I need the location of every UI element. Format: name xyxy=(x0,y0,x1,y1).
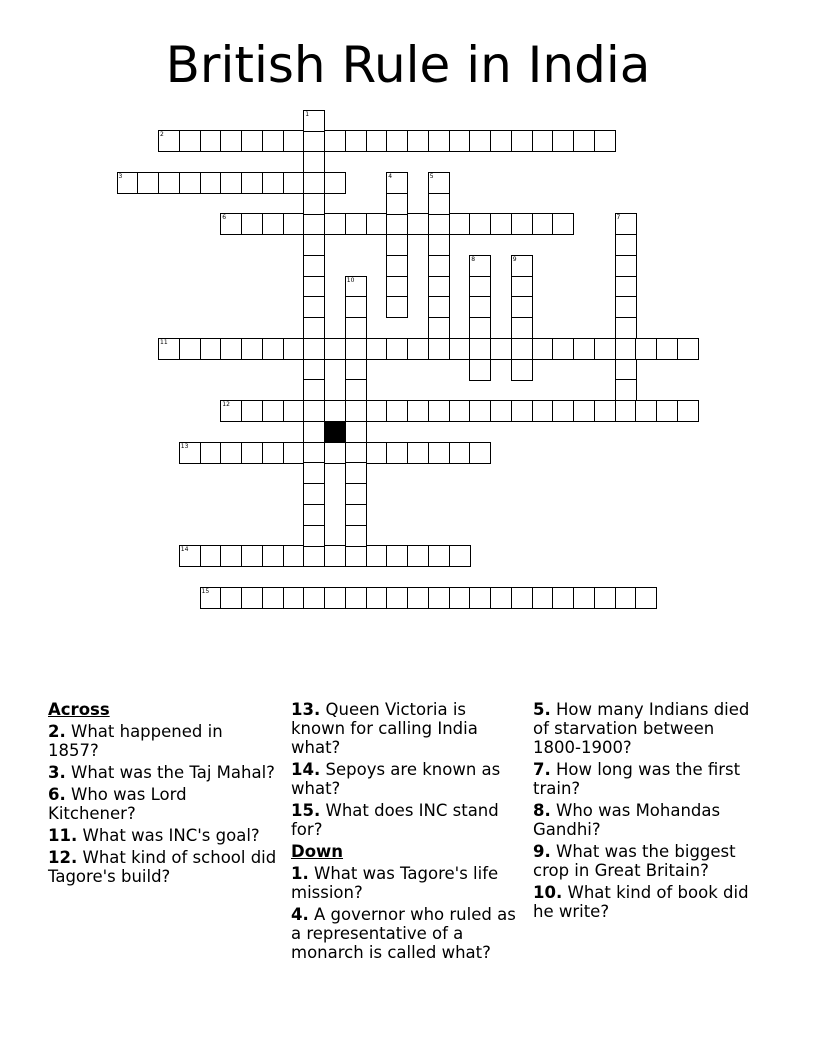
grid-cell[interactable] xyxy=(283,338,305,360)
grid-cell[interactable] xyxy=(179,442,201,464)
grid-cell[interactable] xyxy=(345,504,367,526)
grid-cell[interactable] xyxy=(303,276,325,298)
grid-cell[interactable] xyxy=(490,338,512,360)
clue-down-1[interactable]: 1. What was Tagore's life mission? xyxy=(291,864,499,902)
grid-cell[interactable] xyxy=(407,338,429,360)
grid-cell[interactable] xyxy=(469,400,491,422)
grid-cell[interactable] xyxy=(428,442,450,464)
clue-across-13[interactable]: 13. Queen Victoria is known for calling India what? xyxy=(291,700,478,757)
grid-cell[interactable] xyxy=(283,442,305,464)
grid-cell[interactable] xyxy=(490,400,512,422)
grid-cell[interactable] xyxy=(428,338,450,360)
grid-cell[interactable] xyxy=(303,338,325,360)
grid-cell[interactable] xyxy=(469,213,491,235)
grid-cell[interactable] xyxy=(532,130,554,152)
grid-cell[interactable] xyxy=(552,130,574,152)
grid-cell[interactable] xyxy=(241,338,263,360)
grid-cell[interactable] xyxy=(490,213,512,235)
grid-cell[interactable] xyxy=(303,172,325,194)
grid-cell[interactable] xyxy=(449,213,471,235)
grid-cell[interactable] xyxy=(303,359,325,381)
grid-cell[interactable] xyxy=(283,130,305,152)
grid-cell[interactable] xyxy=(428,234,450,256)
grid-cell[interactable] xyxy=(366,338,388,360)
grid-cell[interactable] xyxy=(511,276,533,298)
grid-cell[interactable] xyxy=(345,545,367,567)
grid-cell[interactable] xyxy=(262,400,284,422)
grid-cell[interactable] xyxy=(303,421,325,443)
grid-cell[interactable] xyxy=(345,483,367,505)
grid-cell[interactable] xyxy=(469,296,491,318)
grid-cell[interactable] xyxy=(324,172,346,194)
grid-cell[interactable] xyxy=(386,296,408,318)
grid-cell[interactable] xyxy=(428,213,450,235)
clue-number: 5 xyxy=(429,172,434,180)
grid-cell[interactable] xyxy=(615,255,637,277)
grid-cell[interactable] xyxy=(283,213,305,235)
clue-across-15[interactable]: 15. What does INC stand for? xyxy=(291,801,499,839)
grid-cell[interactable] xyxy=(615,587,637,609)
grid-cell[interactable] xyxy=(386,545,408,567)
clue-column-1 xyxy=(48,700,278,889)
grid-cell[interactable] xyxy=(283,545,305,567)
grid-cell[interactable] xyxy=(324,400,346,422)
grid-cell[interactable] xyxy=(345,379,367,401)
grid-cell[interactable] xyxy=(241,400,263,422)
clue-across-6[interactable]: 6. Who was Lord Kitchener? xyxy=(48,785,187,823)
clue-number: 3 xyxy=(118,172,123,180)
grid-cell[interactable] xyxy=(407,213,429,235)
grid-cell[interactable] xyxy=(262,130,284,152)
grid-cell[interactable] xyxy=(303,442,325,464)
grid-cell[interactable] xyxy=(200,442,222,464)
grid-cell[interactable] xyxy=(220,130,242,152)
clue-across-11[interactable]: 11. What was INC's goal? xyxy=(48,826,260,845)
grid-cell[interactable] xyxy=(386,442,408,464)
grid-cell[interactable] xyxy=(345,462,367,484)
grid-cell[interactable] xyxy=(262,587,284,609)
grid-cell[interactable] xyxy=(220,213,242,235)
grid-cell[interactable] xyxy=(573,130,595,152)
grid-cell[interactable] xyxy=(303,400,325,422)
grid-cell[interactable] xyxy=(635,338,657,360)
grid-cell[interactable] xyxy=(241,587,263,609)
grid-cell[interactable] xyxy=(303,193,325,215)
grid-cell[interactable] xyxy=(511,213,533,235)
grid-cell[interactable] xyxy=(615,276,637,298)
grid-cell[interactable] xyxy=(469,587,491,609)
grid-cell[interactable] xyxy=(345,296,367,318)
clue-number: 10 xyxy=(346,276,355,284)
clue-number: 8 xyxy=(471,255,476,263)
grid-cell[interactable] xyxy=(573,587,595,609)
grid-cell[interactable] xyxy=(200,587,222,609)
grid-cell[interactable] xyxy=(303,504,325,526)
grid-cell[interactable] xyxy=(511,317,533,339)
grid-cell[interactable] xyxy=(303,234,325,256)
clue-down-7[interactable]: 7. How long was the first train? xyxy=(533,760,741,798)
grid-cell[interactable] xyxy=(345,587,367,609)
grid-cell[interactable] xyxy=(449,545,471,567)
grid-cell[interactable] xyxy=(428,587,450,609)
grid-cell[interactable] xyxy=(345,442,367,464)
grid-cell[interactable] xyxy=(428,317,450,339)
clue-number: 11 xyxy=(160,338,168,346)
grid-cell[interactable] xyxy=(386,130,408,152)
grid-cell[interactable] xyxy=(615,359,637,381)
grid-cell[interactable] xyxy=(303,587,325,609)
clue-across-2[interactable]: 2. What happened in 1857? xyxy=(48,722,223,760)
grid-cell[interactable] xyxy=(573,400,595,422)
grid-cell[interactable] xyxy=(615,234,637,256)
grid-cell[interactable] xyxy=(469,276,491,298)
grid-cell[interactable] xyxy=(366,130,388,152)
grid-cell[interactable] xyxy=(469,255,491,277)
grid-cell[interactable] xyxy=(220,172,242,194)
grid-cell[interactable] xyxy=(324,587,346,609)
grid-cell[interactable] xyxy=(428,545,450,567)
grid-cell[interactable] xyxy=(262,213,284,235)
grid-cell[interactable] xyxy=(656,400,678,422)
clue-number: 14 xyxy=(180,546,189,554)
grid-cell[interactable] xyxy=(324,545,346,567)
grid-cell[interactable] xyxy=(262,338,284,360)
grid-cell[interactable] xyxy=(303,462,325,484)
grid-cell[interactable] xyxy=(303,483,325,505)
grid-cell[interactable] xyxy=(635,400,657,422)
grid-cell[interactable] xyxy=(386,276,408,298)
grid-cell[interactable] xyxy=(179,338,201,360)
grid-cell[interactable] xyxy=(532,213,554,235)
grid-cell[interactable] xyxy=(615,296,637,318)
grid-cell[interactable] xyxy=(179,130,201,152)
grid-cell[interactable] xyxy=(407,545,429,567)
clue-number: 9 xyxy=(512,255,517,263)
grid-cell[interactable] xyxy=(158,338,180,360)
clue-across-12[interactable]: 12. What kind of school did Tagore's build? xyxy=(48,848,277,886)
grid-cell[interactable] xyxy=(615,400,637,422)
grid-cell[interactable] xyxy=(324,338,346,360)
grid-cell[interactable] xyxy=(532,400,554,422)
grid-cell[interactable] xyxy=(241,172,263,194)
grid-cell[interactable] xyxy=(179,172,201,194)
clue-number: 12 xyxy=(222,401,230,408)
grid-cell[interactable] xyxy=(158,172,180,194)
grid-cell[interactable] xyxy=(386,400,408,422)
grid-cell[interactable] xyxy=(469,338,491,360)
black-cell xyxy=(324,421,346,443)
puzzle-title: British Rule in India xyxy=(165,36,651,94)
grid-cell[interactable] xyxy=(345,400,367,422)
grid-cell[interactable] xyxy=(200,172,222,194)
grid-cell[interactable] xyxy=(386,234,408,256)
grid-cell[interactable] xyxy=(158,130,180,152)
grid-cell[interactable] xyxy=(428,400,450,422)
grid-cell[interactable] xyxy=(200,545,222,567)
grid-cell[interactable] xyxy=(366,442,388,464)
grid-cell[interactable] xyxy=(552,400,574,422)
grid-cell[interactable] xyxy=(552,213,574,235)
grid-cell[interactable] xyxy=(366,400,388,422)
grid-cell[interactable] xyxy=(407,400,429,422)
grid-cell[interactable] xyxy=(594,338,616,360)
grid-cell[interactable] xyxy=(677,400,699,422)
grid-cell[interactable] xyxy=(428,130,450,152)
grid-cell[interactable] xyxy=(511,296,533,318)
grid-cell[interactable] xyxy=(615,213,637,235)
grid-cell[interactable] xyxy=(366,545,388,567)
grid-cell[interactable] xyxy=(428,172,450,194)
clue-number: 6 xyxy=(222,214,227,222)
grid-cell[interactable] xyxy=(345,525,367,547)
grid-cell[interactable] xyxy=(283,172,305,194)
grid-cell[interactable] xyxy=(241,213,263,235)
clue-number: 15 xyxy=(201,587,210,595)
grid-cell[interactable] xyxy=(117,172,139,194)
grid-cell[interactable] xyxy=(677,338,699,360)
grid-cell[interactable] xyxy=(345,130,367,152)
grid-cell[interactable] xyxy=(303,379,325,401)
grid-cell[interactable] xyxy=(303,545,325,567)
grid-cell[interactable] xyxy=(532,338,554,360)
grid-cell[interactable] xyxy=(303,110,325,132)
grid-cell[interactable] xyxy=(386,338,408,360)
down-heading: Down xyxy=(291,842,344,861)
grid-cell[interactable] xyxy=(449,587,471,609)
grid-cell[interactable] xyxy=(469,130,491,152)
grid-cell[interactable] xyxy=(241,442,263,464)
grid-cell[interactable] xyxy=(407,587,429,609)
grid-cell[interactable] xyxy=(656,338,678,360)
grid-cell[interactable] xyxy=(345,338,367,360)
grid-cell[interactable] xyxy=(449,400,471,422)
grid-cell[interactable] xyxy=(345,421,367,443)
grid-cell[interactable] xyxy=(303,255,325,277)
grid-cell[interactable] xyxy=(552,587,574,609)
grid-cell[interactable] xyxy=(428,193,450,215)
grid-cell[interactable] xyxy=(345,276,367,298)
grid-cell[interactable] xyxy=(573,338,595,360)
grid-cell[interactable] xyxy=(303,296,325,318)
clue-down-10[interactable]: 10. What kind of book did he write? xyxy=(533,883,749,921)
grid-cell[interactable] xyxy=(615,317,637,339)
grid-cell[interactable] xyxy=(303,525,325,547)
grid-cell[interactable] xyxy=(428,296,450,318)
grid-cell[interactable] xyxy=(532,587,554,609)
grid-cell[interactable] xyxy=(594,587,616,609)
grid-cell[interactable] xyxy=(366,213,388,235)
grid-cell[interactable] xyxy=(220,338,242,360)
grid-cell[interactable] xyxy=(200,130,222,152)
grid-cell[interactable] xyxy=(200,338,222,360)
grid-cell[interactable] xyxy=(615,338,637,360)
clue-number: 2 xyxy=(160,131,164,139)
grid-cell[interactable] xyxy=(386,193,408,215)
clue-down-8[interactable]: 8. Who was Mohandas Gandhi? xyxy=(533,801,721,839)
grid-cell[interactable] xyxy=(386,172,408,194)
grid-cell[interactable] xyxy=(262,442,284,464)
grid-cell[interactable] xyxy=(386,255,408,277)
across-heading: Across xyxy=(48,700,110,719)
clue-across-3[interactable]: 3. What was the Taj Mahal? xyxy=(48,763,275,782)
grid-cell[interactable] xyxy=(407,130,429,152)
clue-down-4[interactable]: 4. A governor who ruled as a representative of a monarch is called what? xyxy=(291,905,516,962)
grid-cell[interactable] xyxy=(449,338,471,360)
grid-cell[interactable] xyxy=(324,130,346,152)
grid-cell[interactable] xyxy=(490,130,512,152)
clue-number: 4 xyxy=(388,172,393,180)
grid-cell[interactable] xyxy=(511,359,533,381)
clue-column-2 xyxy=(291,700,516,965)
grid-cell[interactable] xyxy=(303,130,325,152)
grid-cell[interactable] xyxy=(511,255,533,277)
grid-cell[interactable] xyxy=(552,338,574,360)
grid-cell[interactable] xyxy=(283,400,305,422)
clue-number: 7 xyxy=(616,214,621,222)
grid-cell[interactable] xyxy=(303,151,325,173)
grid-cell[interactable] xyxy=(428,255,450,277)
grid-cell[interactable] xyxy=(262,545,284,567)
grid-cell[interactable] xyxy=(303,317,325,339)
grid-cell[interactable] xyxy=(386,213,408,235)
grid-cell[interactable] xyxy=(345,359,367,381)
grid-cell[interactable] xyxy=(511,338,533,360)
grid-cell[interactable] xyxy=(220,587,242,609)
grid-cell[interactable] xyxy=(262,172,284,194)
grid-cell[interactable] xyxy=(490,587,512,609)
clue-number: 1 xyxy=(305,110,310,118)
grid-cell[interactable] xyxy=(511,587,533,609)
grid-cell[interactable] xyxy=(345,213,367,235)
grid-cell[interactable] xyxy=(407,442,429,464)
grid-cell[interactable] xyxy=(283,587,305,609)
clue-down-5[interactable]: 5. How many Indians died of starvation between 1800-1900? xyxy=(533,700,750,757)
grid-cell[interactable] xyxy=(594,400,616,422)
grid-cell[interactable] xyxy=(345,317,367,339)
grid-cell[interactable] xyxy=(511,400,533,422)
grid-cell[interactable] xyxy=(511,130,533,152)
clue-column-3 xyxy=(533,700,758,924)
grid-cell[interactable] xyxy=(179,545,201,567)
grid-cell[interactable] xyxy=(615,379,637,401)
grid-cell[interactable] xyxy=(303,213,325,235)
grid-cell[interactable] xyxy=(469,442,491,464)
grid-cell[interactable] xyxy=(241,130,263,152)
clue-down-9[interactable]: 9. What was the biggest crop in Great Britain? xyxy=(533,842,736,880)
grid-cell[interactable] xyxy=(428,276,450,298)
clue-number: 13 xyxy=(180,442,189,450)
grid-cell[interactable] xyxy=(324,213,346,235)
grid-cell[interactable] xyxy=(386,587,408,609)
grid-cell[interactable] xyxy=(324,442,346,464)
grid-cell[interactable] xyxy=(449,130,471,152)
grid-cell[interactable] xyxy=(449,442,471,464)
grid-cell[interactable] xyxy=(594,130,616,152)
grid-cell[interactable] xyxy=(220,545,242,567)
grid-cell[interactable] xyxy=(137,172,159,194)
grid-cell[interactable] xyxy=(635,587,657,609)
grid-cell[interactable] xyxy=(469,359,491,381)
grid-cell[interactable] xyxy=(469,317,491,339)
grid-cell[interactable] xyxy=(220,442,242,464)
grid-cell[interactable] xyxy=(241,545,263,567)
grid-cell[interactable] xyxy=(366,587,388,609)
grid-cell[interactable] xyxy=(220,400,242,422)
clue-across-14[interactable]: 14. Sepoys are known as what? xyxy=(291,760,501,798)
